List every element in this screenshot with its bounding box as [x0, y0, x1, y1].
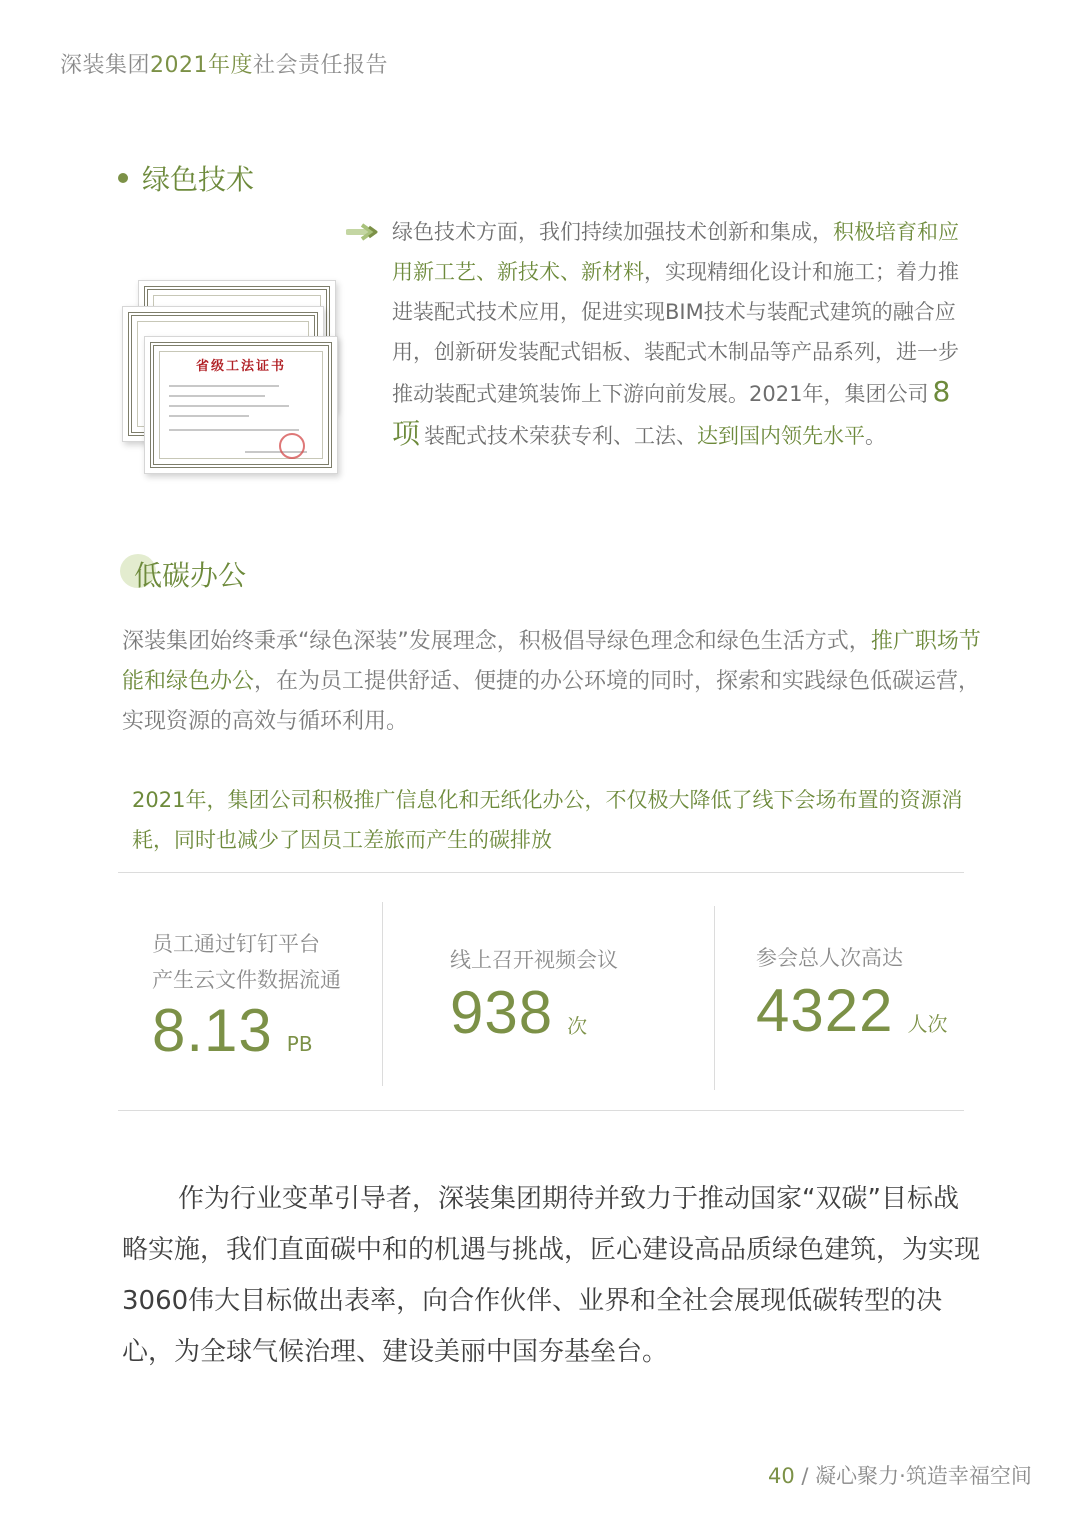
- text-run: 绿色技术方面，我们持续加强技术创新和集成，: [392, 220, 833, 244]
- stat-label: 员工通过钉钉平台: [152, 932, 320, 956]
- stat-value: 8.13: [152, 997, 273, 1064]
- section-title-green-tech: [118, 158, 254, 198]
- header-suffix: 社会责任报告: [253, 53, 389, 78]
- highlight-run: 达到国内领先水平: [697, 424, 866, 448]
- header-year: 2021年度: [150, 53, 254, 78]
- stat-unit: 次: [567, 1014, 588, 1038]
- text-run: 。: [865, 424, 887, 448]
- section-title-text: 低碳办公: [134, 559, 247, 592]
- stat-unit: 人次: [907, 1012, 948, 1036]
- divider-vertical: [714, 906, 715, 1090]
- page-footer: [768, 1460, 1032, 1490]
- text-run: ，实现精细化设计和施工；着力推进装配式技术应用，促进实现BIM技术与装配式建筑的融合应用，创新研发装配式铝板、装配式木制品等产品系列，进一步推动装配式建筑装饰上下游向前发展。2021年，集团公司: [392, 260, 959, 406]
- stat-value: 4322: [756, 977, 894, 1044]
- highlight-run: 积极培育和应用新工艺、新技术、新材料: [392, 220, 959, 284]
- divider-top: [118, 872, 964, 873]
- double-chevron-arrow-icon: [346, 222, 380, 242]
- text-run: ，在为员工提供舒适、便捷的办公环境的同时，探索和实践绿色低碳运营，实现资源的高效与循环利用。: [122, 669, 981, 734]
- divider-vertical: [382, 902, 383, 1086]
- red-seal-icon: [279, 433, 305, 459]
- bullet-dot-icon: [118, 173, 128, 183]
- stat-value: 938: [450, 979, 554, 1046]
- highlight-run: 推广职场节能和绿色办公: [122, 629, 981, 694]
- certificate-title: 省级工法证书: [195, 359, 286, 374]
- footer-separator: /: [794, 1464, 816, 1488]
- report-header: [60, 48, 388, 79]
- page-number: 40: [768, 1464, 795, 1488]
- stat-attendees: [756, 940, 976, 1045]
- stat-label: 线上召开视频会议: [450, 948, 618, 972]
- text-run: 装配式技术荣获专利、工法、: [424, 424, 698, 448]
- section-title-low-carbon: [118, 552, 318, 592]
- stat-label: 产生云文件数据流通: [152, 968, 341, 992]
- highlight-statement: 2021年，集团公司积极推广信息化和无纸化办公，不仅极大降低了线下会场布置的资源消耗，同时也减少了因员工差旅而产生的碳排放: [132, 788, 963, 852]
- footer-slogan: 凝心聚力·筑造幸福空间: [815, 1464, 1032, 1488]
- stat-cloud-data: [152, 926, 372, 1065]
- certificate-front: [144, 336, 338, 474]
- stat-video-meetings: [450, 942, 690, 1047]
- header-prefix: 深装集团: [60, 53, 151, 78]
- closing-paragraph: 作为行业变革引导者，深装集团期待并致力于推动国家“双碳”目标战略实施，我们直面碳中和的机遇与挑战，匠心建设高品质绿色建筑，为实现3060伟大目标做出表率，向合作伙伴、业界和全社会展现低碳转型的决心，为全球气候治理、建设美丽中国夯基垒台。: [122, 1184, 981, 1367]
- low-carbon-paragraph: [122, 622, 982, 742]
- green-tech-paragraph: [392, 212, 962, 456]
- stat-label: 参会总人次高达: [756, 946, 903, 970]
- section-title-text: 绿色技术: [142, 163, 255, 196]
- highlight-number: 8项: [392, 375, 951, 450]
- certificate-stack-image: [114, 276, 344, 486]
- stat-unit: PB: [286, 1032, 313, 1056]
- divider-bottom: [118, 1110, 964, 1111]
- text-run: 深装集团始终秉承“绿色深装”发展理念，积极倡导绿色理念和绿色生活方式，: [122, 629, 871, 654]
